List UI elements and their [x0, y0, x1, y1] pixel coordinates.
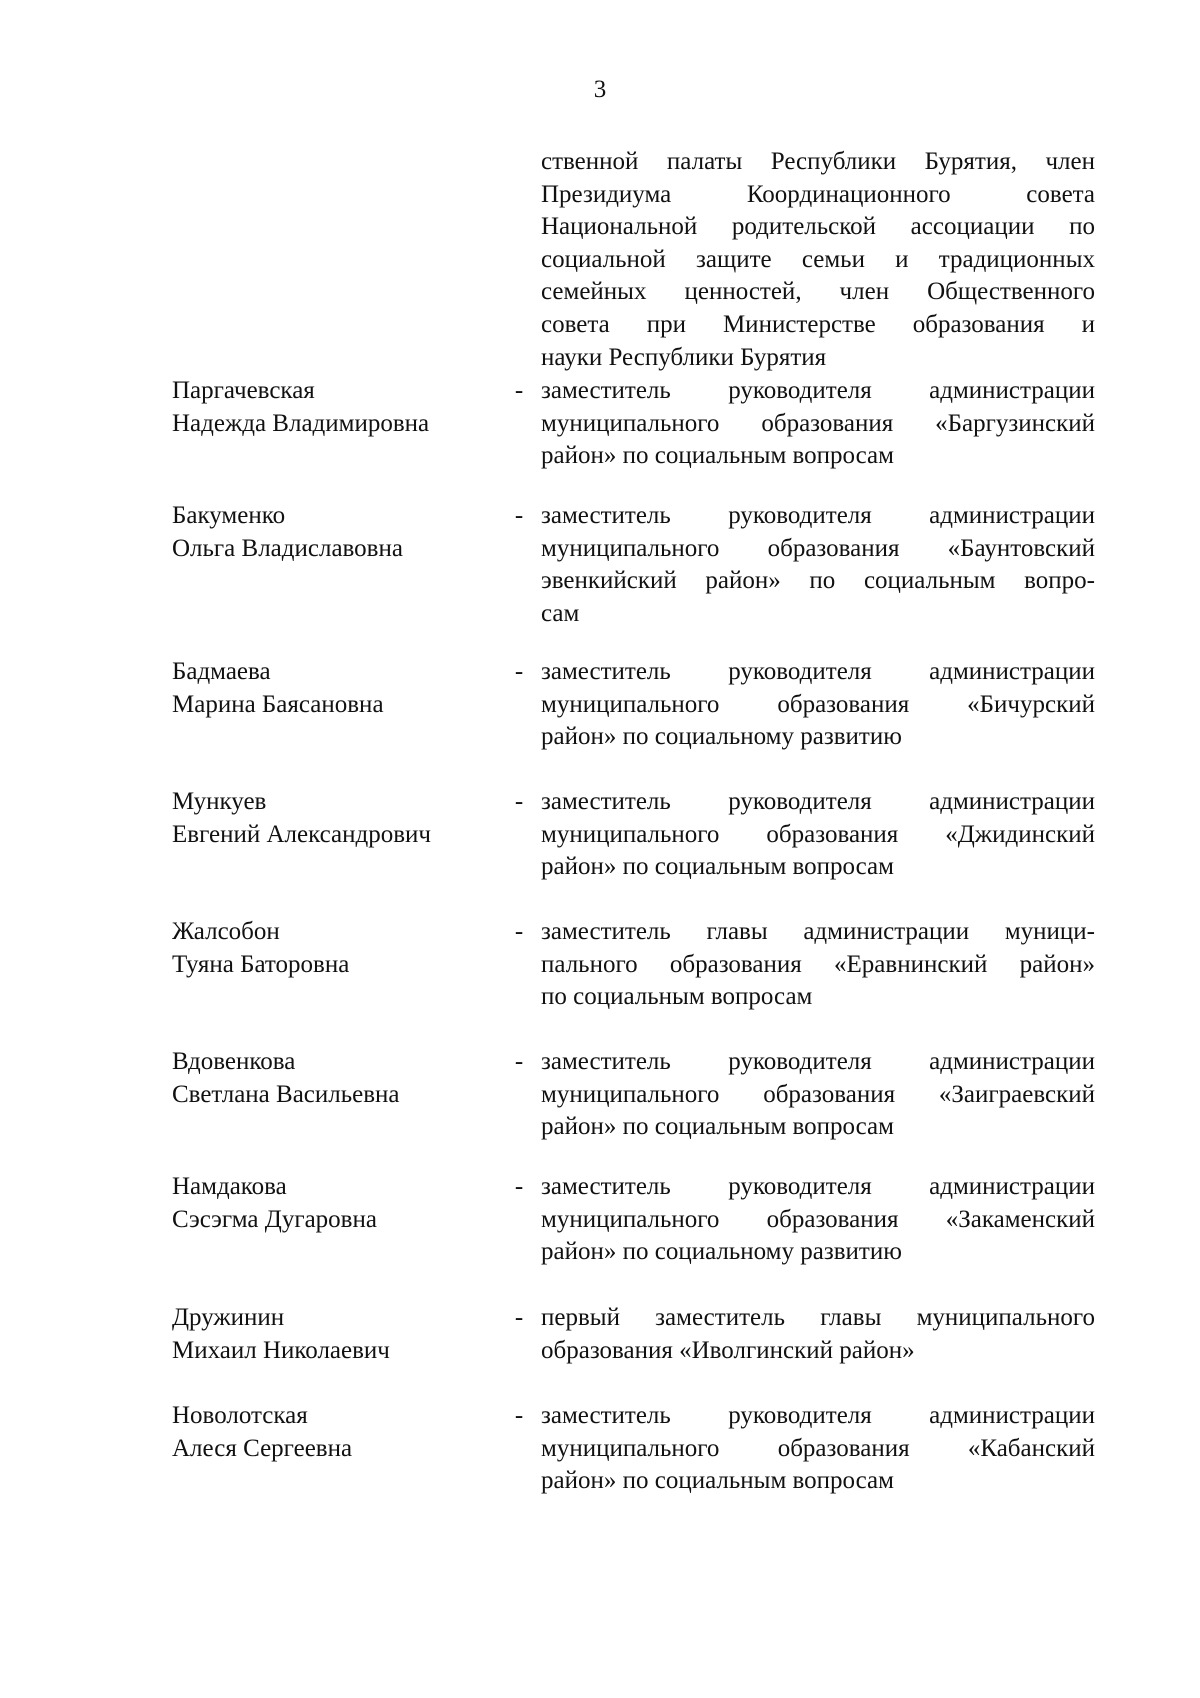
role-line: заместитель руководителя администрации	[541, 377, 1095, 404]
role-line: ственной палаты Республики Бурятия, член	[541, 148, 1095, 175]
role-line: Национальной родительской ассоциации по	[541, 213, 1095, 241]
role-line: район» по социальному развитию	[541, 1238, 902, 1266]
role-line: сам	[541, 599, 580, 627]
member-role	[541, 786, 1095, 884]
role-line: Президиума Координационного совета	[541, 180, 1095, 208]
role-line: образования «Иволгинский район»	[541, 1336, 915, 1364]
member-role	[541, 656, 1095, 754]
member-name	[172, 1171, 502, 1236]
dash-separator: -	[514, 1304, 524, 1331]
member-role	[541, 375, 1095, 473]
member-role	[541, 1171, 1095, 1269]
dash-separator: -	[514, 377, 524, 404]
role-line: муниципального образования «Баунтовский	[541, 534, 1095, 562]
member-name	[172, 500, 502, 565]
member-given-name: Евгений Александрович	[172, 820, 431, 848]
member-surname: Паргачевская	[172, 377, 315, 404]
member-name	[172, 375, 502, 440]
role-line: эвенкийский район» по социальным вопро-	[541, 567, 1095, 595]
role-line: пального образования «Еравнинский район»	[541, 950, 1095, 978]
member-name	[172, 1302, 502, 1367]
member-name	[172, 1400, 502, 1465]
role-line: муниципального образования «Бичурский	[541, 690, 1095, 718]
role-line: совета при Министерстве образования и	[541, 310, 1095, 338]
member-role	[541, 500, 1095, 630]
member-given-name: Алеся Сергеевна	[172, 1434, 353, 1462]
role-line: заместитель руководителя администрации	[541, 1173, 1095, 1200]
dash-separator: -	[514, 788, 524, 815]
member-role	[541, 1302, 1095, 1367]
member-role	[541, 1400, 1095, 1498]
member-surname: Мункуев	[172, 788, 267, 815]
dash-separator: -	[514, 918, 524, 945]
role-line: науки Республики Бурятия	[541, 343, 827, 371]
member-role	[541, 1046, 1095, 1144]
member-given-name: Сэсэгма Дугаровна	[172, 1205, 377, 1233]
member-given-name: Ольга Владиславовна	[172, 534, 403, 562]
role-line: заместитель главы администрации муници-	[541, 918, 1095, 945]
dash-separator: -	[514, 658, 524, 685]
member-surname: Жалсобон	[172, 918, 280, 945]
member-role	[541, 916, 1095, 1014]
role-line: заместитель руководителя администрации	[541, 788, 1095, 815]
member-name	[172, 786, 502, 851]
member-surname: Бакуменко	[172, 502, 286, 529]
member-surname: Намдакова	[172, 1173, 287, 1200]
role-line: муниципального образования «Баргузинский	[541, 409, 1095, 437]
member-name	[172, 1046, 502, 1111]
member-surname: Бадмаева	[172, 658, 271, 685]
role-line: муниципального образования «Кабанский	[541, 1434, 1095, 1462]
role-line: район» по социальным вопросам	[541, 853, 894, 881]
member-given-name: Туяна Баторовна	[172, 950, 350, 978]
member-given-name: Светлана Васильевна	[172, 1080, 400, 1108]
role-line: по социальным вопросам	[541, 983, 813, 1011]
member-surname: Новолотская	[172, 1402, 308, 1429]
role-line: муниципального образования «Заиграевский	[541, 1080, 1095, 1108]
dash-separator: -	[514, 1173, 524, 1200]
role-line: заместитель руководителя администрации	[541, 1048, 1095, 1075]
dash-separator: -	[514, 1402, 524, 1429]
member-name	[172, 656, 502, 721]
role-line: заместитель руководителя администрации	[541, 658, 1095, 685]
role-line: район» по социальным вопросам	[541, 1467, 894, 1495]
role-line: первый заместитель главы муниципального	[541, 1304, 1095, 1331]
role-line: район» по социальному развитию	[541, 723, 902, 751]
member-given-name: Надежда Владимировна	[172, 409, 430, 437]
member-given-name: Марина Баясановна	[172, 690, 384, 718]
member-name	[172, 916, 502, 981]
role-line: заместитель руководителя администрации	[541, 1402, 1095, 1429]
member-given-name: Михаил Николаевич	[172, 1336, 390, 1364]
role-line: район» по социальным вопросам	[541, 1113, 894, 1141]
dash-separator: -	[514, 1048, 524, 1075]
role-line: социальной защите семьи и традиционных	[541, 245, 1095, 273]
role-line: заместитель руководителя администрации	[541, 502, 1095, 529]
role-line: муниципального образования «Закаменский	[541, 1205, 1095, 1233]
continued-role-text	[541, 146, 1095, 374]
member-surname: Дружинин	[172, 1304, 285, 1331]
member-surname: Вдовенкова	[172, 1048, 296, 1075]
role-line: семейных ценностей, член Общественного	[541, 278, 1095, 306]
role-line: муниципального образования «Джидинский	[541, 820, 1095, 848]
page-number: 3	[593, 76, 607, 103]
dash-separator: -	[514, 502, 524, 529]
role-line: район» по социальным вопросам	[541, 442, 894, 470]
